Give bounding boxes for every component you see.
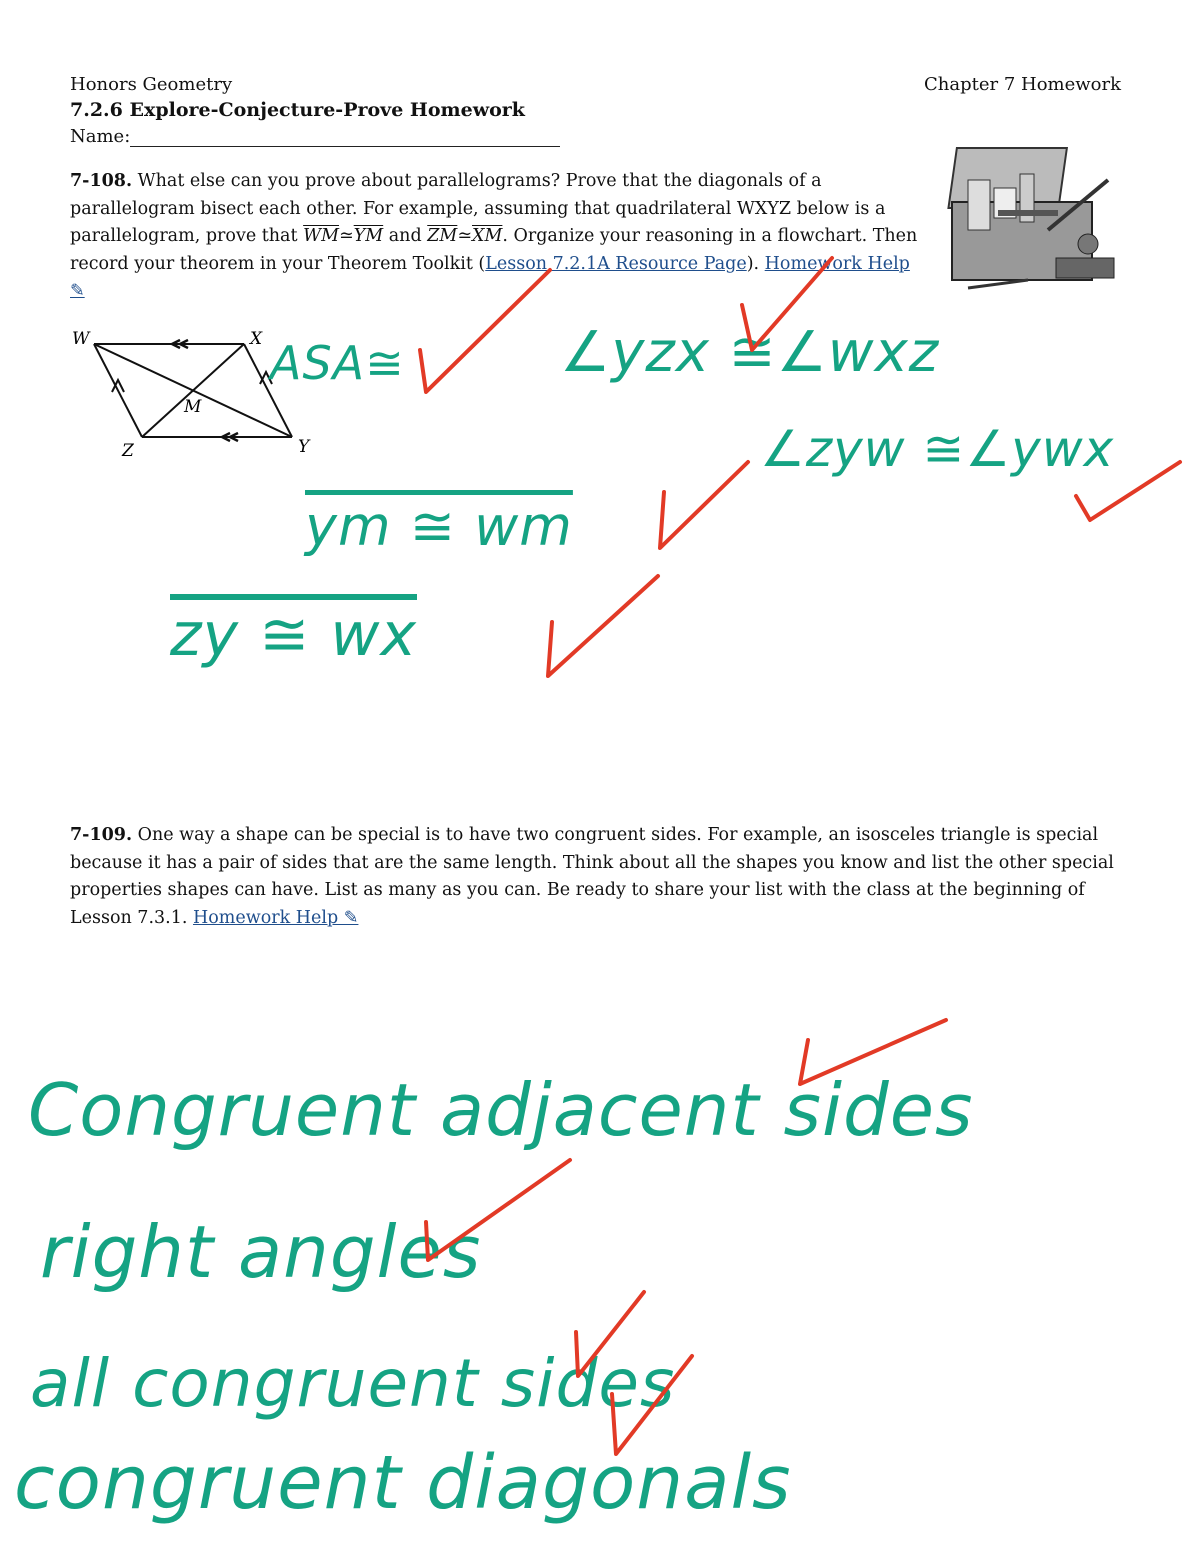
- name-label: Name:: [70, 126, 131, 147]
- handwritten-asa: ASA≅: [270, 336, 405, 390]
- check-mark: [800, 1020, 946, 1084]
- label-z: Z: [122, 441, 134, 461]
- homework-help-link[interactable]: Homework Help ✎: [70, 253, 910, 301]
- problem-text: What else can you prove about parallelograms? Prove that the diagonals of a parallelogram bisect each other. For example, assuming that quadrilateral WXYZ below is a parallelogram, prove that: [70, 171, 886, 246]
- segment-xm: $\overline{XM}$: [472, 226, 503, 246]
- label-m: M: [184, 397, 202, 417]
- segment-wm: $\overline{WM}$: [303, 226, 340, 246]
- check-mark: [420, 270, 550, 392]
- page-title: 7.2.6 Explore-Conjecture-Prove Homework: [70, 99, 525, 121]
- course-name: Honors Geometry: [70, 74, 233, 95]
- check-mark: [742, 258, 832, 350]
- segment-ym: $\overline{YM}$: [353, 226, 384, 246]
- segment-zm: $\overline{ZM}$: [427, 226, 458, 246]
- chapter-label: Chapter 7 Homework: [924, 74, 1122, 95]
- problem-7-109: [70, 822, 1130, 932]
- and-word: and: [388, 226, 422, 246]
- problem-number: 7-109.: [70, 825, 133, 845]
- handwritten-zy-wx: zy ≅ wx: [170, 600, 417, 670]
- check-mark: [1076, 462, 1180, 520]
- handwritten-answer-4: congruent diagonals: [14, 1440, 792, 1526]
- check-mark: [548, 576, 658, 676]
- handwritten-answer-1: Congruent adjacent sides: [28, 1068, 974, 1152]
- label-x: X: [250, 329, 263, 349]
- label-y: Y: [298, 437, 310, 457]
- grading-marks-2: [0, 980, 1200, 1520]
- handwritten-ym-wm: ym ≅ wm: [305, 495, 573, 558]
- congruent-symbol-2: ≃: [457, 226, 472, 246]
- handwritten-angle-zyw: ∠zyw ≅∠ywx: [760, 420, 1115, 478]
- check-mark: [660, 462, 748, 548]
- handwritten-answer-3: all congruent sides: [30, 1345, 676, 1422]
- problem-text: One way a shape can be special is to have two congruent sides. For example, an isosceles triangle is special because it has a pair of sides that are the same length. Think about all the shapes you know and list the other special properties shapes can have. List as many as you can. Be ready to share your list with the class at the beginning of Lesson 7.3.1.: [70, 825, 1114, 928]
- handwritten-answer-2: right angles: [40, 1210, 482, 1294]
- problem-text-3: ).: [746, 253, 760, 274]
- check-mark: [612, 1356, 692, 1454]
- handwritten-angle-yzx: ∠yzx ≅∠wxz: [560, 320, 940, 385]
- problem-number: 7-108.: [70, 171, 133, 191]
- problem-text-2: . Organize your reasoning in a flowchart. Then record your theorem in your Theorem Toolkit (: [70, 226, 918, 274]
- congruent-symbol: ≃: [339, 226, 354, 246]
- label-w: W: [72, 329, 90, 349]
- check-mark: [426, 1160, 570, 1260]
- check-mark: [576, 1292, 644, 1376]
- resource-page-link[interactable]: Lesson 7.2.1A Resource Page: [485, 253, 747, 274]
- homework-help-link[interactable]: Homework Help ✎: [192, 907, 359, 928]
